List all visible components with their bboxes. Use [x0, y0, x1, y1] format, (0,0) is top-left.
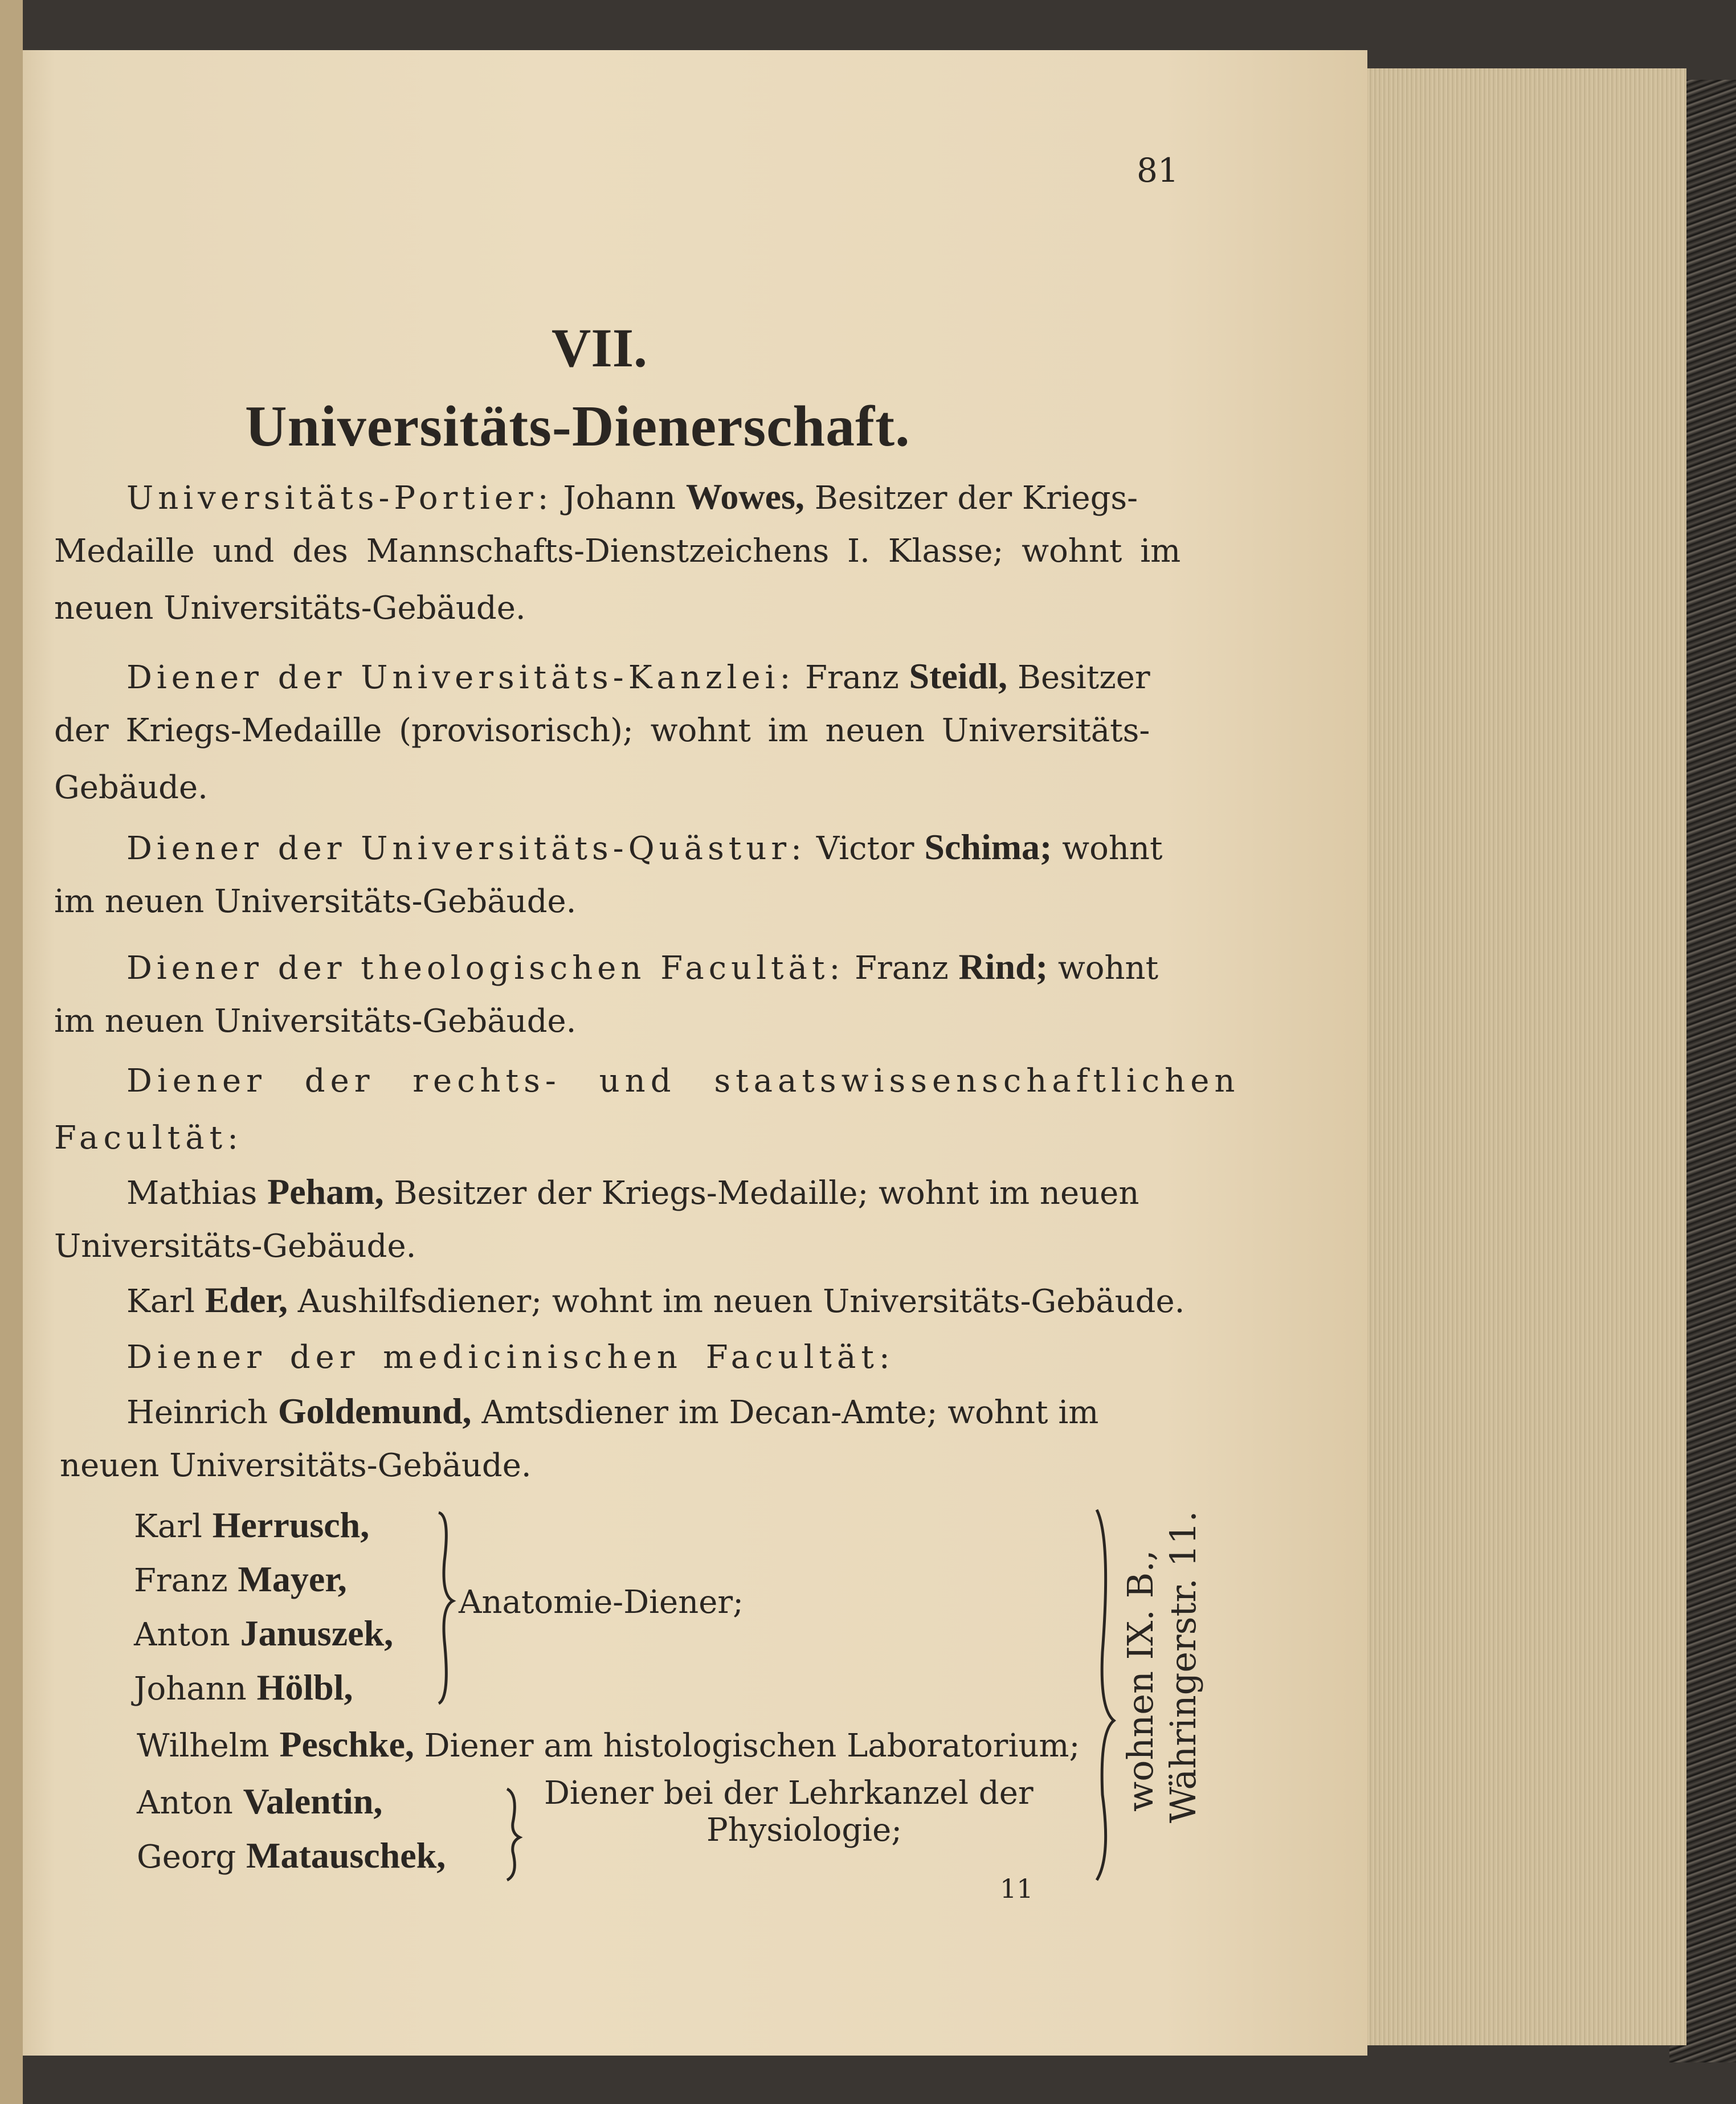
first-name: Karl: [134, 1508, 202, 1545]
text: Amtsdiener im Decan-Amte; wohnt im: [481, 1394, 1099, 1431]
surname: Valentin,: [243, 1781, 383, 1821]
surname: Matauschek,: [246, 1835, 446, 1876]
peham-line2: Universitäts-Gebäude.: [54, 1228, 416, 1265]
anatomie-label: Anatomie-Diener;: [459, 1584, 744, 1621]
text: Aushilfsdiener; wohnt im neuen Universitäts-Gebäude.: [297, 1283, 1185, 1320]
first-name: Franz: [855, 950, 949, 987]
first-name: Anton: [137, 1784, 233, 1821]
first-name: Wilhelm: [137, 1727, 269, 1764]
role-label: Diener der Universitäts-Quästur:: [126, 830, 807, 867]
theolog-line2: im neuen Universitäts-Gebäude.: [54, 1003, 577, 1040]
first-name: Johann: [563, 480, 676, 517]
kanzlei-line2: der Kriegs-Medaille (provisorisch); wohnt im neuen Universitäts-: [54, 712, 1150, 749]
portier-line3: neuen Universitäts-Gebäude.: [54, 590, 526, 627]
text: Diener am histologischen Laboratorium;: [424, 1727, 1080, 1764]
page-number: 81: [1137, 151, 1179, 190]
residence-note-line1: wohnen IX. B.,: [1120, 1550, 1161, 1812]
first-name: Johann: [134, 1670, 247, 1707]
surname: Mayer,: [238, 1559, 347, 1599]
residence-brace: [1097, 1510, 1114, 1880]
signature-mark: 11: [1000, 1873, 1034, 1904]
surname: Rind;: [958, 946, 1048, 987]
text: Besitzer: [1017, 659, 1150, 696]
first-name: Karl: [126, 1283, 195, 1320]
surname: Wowes,: [685, 476, 804, 517]
first-name: Anton: [134, 1616, 230, 1653]
quaestur-line2: im neuen Universitäts-Gebäude.: [54, 883, 577, 920]
first-name: Heinrich: [126, 1394, 268, 1431]
role-label: Universitäts-Portier:: [126, 480, 553, 517]
medic-line1: Diener der medicinischen Facultät:: [126, 1339, 895, 1376]
text: wohnt: [1057, 950, 1159, 987]
role-label: Diener der theologischen Facultät:: [126, 950, 845, 987]
text: wohnt: [1062, 830, 1163, 867]
surname: Goldemund,: [277, 1391, 472, 1431]
surname: Schima;: [924, 827, 1052, 867]
surname: Hölbl,: [256, 1667, 353, 1707]
first-name: Franz: [134, 1562, 228, 1599]
surname: Eder,: [205, 1280, 288, 1320]
rechts-line2: Facultät:: [54, 1120, 244, 1157]
physio-label-line1: Diener bei der Lehrkanzel der: [544, 1775, 1034, 1812]
first-name: Georg: [137, 1839, 236, 1876]
anatomie-brace: [439, 1513, 453, 1703]
text: Besitzer der Kriegs-Medaille; wohnt im neuen: [394, 1175, 1139, 1212]
surname: Peham,: [267, 1171, 384, 1212]
surname: Januszek,: [240, 1613, 394, 1653]
text: Besitzer der Kriegs-: [814, 480, 1138, 517]
portier-line2: Medaille und des Mannschafts-Dienstzeichens I. Klasse; wohnt im: [54, 533, 1181, 570]
first-name: Victor: [816, 830, 914, 867]
physio-label-line2: Physiologie;: [706, 1812, 902, 1849]
goldemund-line2: neuen Universitäts-Gebäude.: [60, 1447, 532, 1484]
first-name: Mathias: [126, 1175, 258, 1212]
surname: Herrusch,: [212, 1505, 370, 1545]
surname: Steidl,: [909, 656, 1008, 696]
residence-note-line2: Währingerstr. 11.: [1162, 1510, 1204, 1823]
page-title: Universitäts-Dienerschaft.: [245, 394, 910, 459]
surname: Peschke,: [279, 1724, 414, 1764]
chapter-number: VII.: [552, 317, 648, 378]
physio-brace: [507, 1789, 520, 1880]
role-label: Diener der Universitäts-Kanzlei:: [126, 659, 795, 696]
first-name: Franz: [805, 659, 899, 696]
rechts-line1: Diener der rechts- und staatswissenschaftlichen: [126, 1063, 1240, 1100]
kanzlei-line3: Gebäude.: [54, 769, 208, 806]
